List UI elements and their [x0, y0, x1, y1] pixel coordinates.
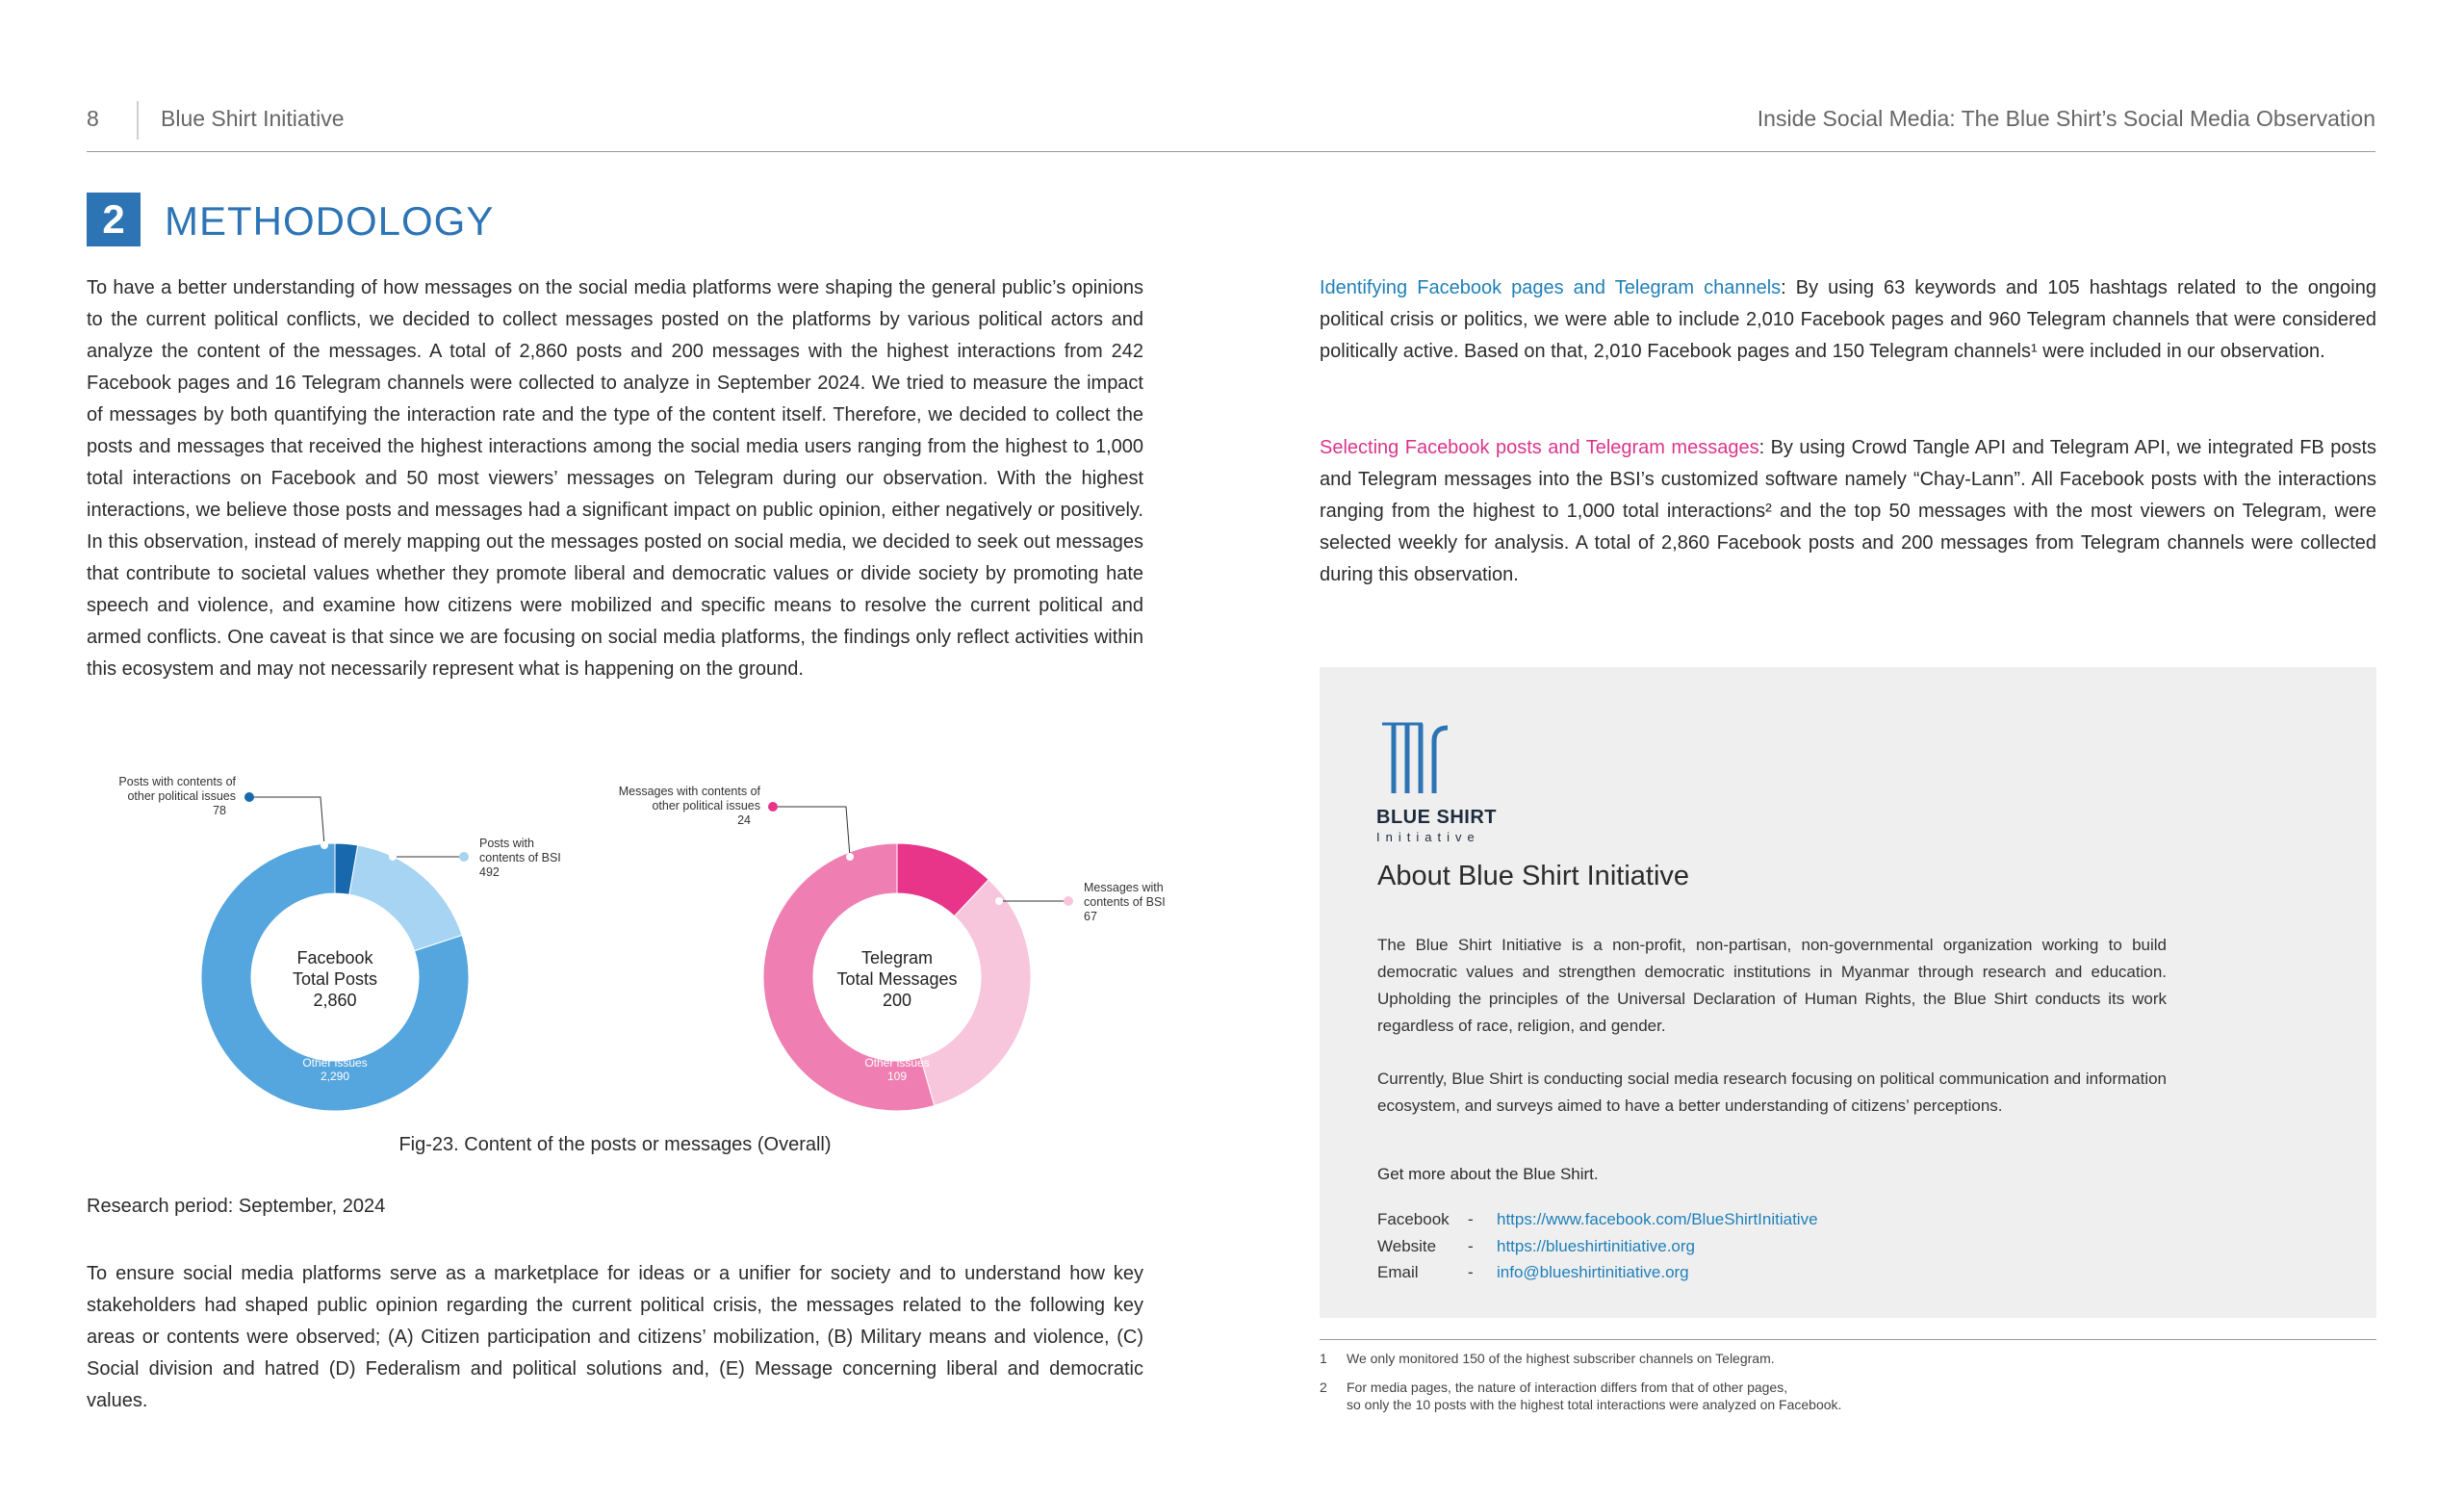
- website-link[interactable]: https://blueshirtinitiative.org: [1497, 1237, 1695, 1255]
- logo-subtitle: Initiative: [1376, 830, 1480, 844]
- leader-target-dot: [846, 853, 854, 861]
- logo-name: BLUE SHIRT: [1376, 807, 1497, 828]
- contact-dash: -: [1468, 1210, 1474, 1228]
- about-paragraph-2: Currently, Blue Shirt is conducting social media research focusing on political communication and information ecosystem, and surveys aimed to have a better understanding of citizens’ perceptions.: [1377, 1070, 2167, 1115]
- footnote-number: 2: [1320, 1380, 1327, 1395]
- slice-label: other political issues: [127, 789, 236, 803]
- donut-center-label: Telegram: [860, 948, 934, 967]
- donut-center-label: Total Posts: [292, 969, 378, 989]
- contact-row-website: [1377, 1237, 1695, 1256]
- contact-dash: -: [1468, 1263, 1474, 1281]
- closing-paragraph: To ensure social media platforms serve as a marketplace for ideas or a unifier for society and to understand how key stakeholders had shaped public opinion regarding the current political crisis, the messages related to the following key areas or contents were observed; (A) Citizen participation and citizens’ mobilization, (B) Military means and violence, (C) Social division and hatred (D) Federalism and political solutions and, (E) Message concerning liberal and democratic values.: [87, 1263, 1143, 1411]
- slice-value-label: 78: [213, 804, 226, 817]
- slice-label: contents of BSI: [479, 851, 561, 864]
- leader-line: [249, 797, 324, 845]
- slice-label: Messages with: [1084, 881, 1164, 894]
- donut-slice: [920, 880, 1031, 1106]
- select-paragraph: [1320, 432, 2376, 591]
- figure-caption: Fig-23. Content of the posts or messages (Overall): [398, 1134, 832, 1155]
- footnote-1: [1320, 1350, 1775, 1367]
- slice-label: Messages with contents of: [618, 785, 760, 798]
- email-link[interactable]: info@blueshirtinitiative.org: [1497, 1263, 1689, 1281]
- donut-center-label: Facebook: [296, 948, 373, 967]
- blue-shirt-logo-icon: [1378, 718, 1455, 799]
- leader-target-dot: [321, 841, 328, 849]
- intro-paragraph: To have a better understanding of how messages on the social media platforms were shaping the general public’s opinions to the current political conflicts, we decided to collect messages posted on the platforms by various political actors and analyze the content of the messages. A total of 2,860 posts and 200 messages with the highest interactions from 242 Facebook pages and 16 Telegram channels were collected to analyze in September 2024. We tried to measure the impact of messages by both quantifying the interaction rate and the type of the content itself. Therefore, we decided to collect the posts and messages that received the highest interactions among the social media users ranging from the highest to 1,000 total interactions on Facebook and 50 most viewers’ messages on Telegram during our observation. With the highest interactions, we believe those posts and messages had a significant impact on public opinion, either negatively or positively. In this observation, instead of merely mapping out the messages posted on social media, we decided to seek out messages that contribute to societal values whether they promote liberal and democratic values or divide society by promoting hate speech and violence, and examine how citizens were mobilized and specific means to resolve the current political and armed conflicts. One caveat is that since we are focusing on social media platforms, the findings only reflect activities within this ecosystem and may not necessarily represent what is happening on the ground.: [87, 277, 1143, 680]
- footnote-text-line: For media pages, the nature of interaction differs from that of other pages,: [1347, 1380, 1788, 1395]
- contact-row-facebook: [1377, 1210, 1818, 1229]
- identify-text: : By using 63 keywords and 105 hashtags related to the ongoing political crisis or politics, we were able to include 2,010 Facebook pages and 960 Telegram channels that were considered politically active. Based on that, 2,010 Facebook pages and 150 Telegram channels¹ were included in our observation.: [1320, 277, 2376, 362]
- research-period: Research period: September, 2024: [87, 1196, 386, 1217]
- section-number: 2: [87, 193, 141, 246]
- contact-label: Facebook: [1377, 1210, 1450, 1228]
- footnote-2: [1320, 1379, 1841, 1413]
- slice-value-label: 67: [1084, 910, 1097, 923]
- header-divider: [137, 101, 139, 140]
- select-heading: Selecting Facebook posts and Telegram messages: [1320, 437, 1759, 458]
- leader-target-dot: [389, 853, 397, 861]
- contact-label: Website: [1377, 1237, 1437, 1255]
- slice-value-label: 2,290: [320, 1070, 350, 1083]
- donut-slice: [349, 845, 462, 951]
- facebook-link[interactable]: https://www.facebook.com/BlueShirtInitiative: [1497, 1210, 1818, 1228]
- leader-dot: [244, 792, 254, 802]
- slice-label: Other issues: [864, 1056, 930, 1070]
- leader-dot: [1064, 896, 1073, 906]
- footnote-text-line: so only the 10 posts with the highest total interactions were analyzed on Facebook.: [1347, 1397, 1842, 1412]
- contact-label: Email: [1377, 1263, 1419, 1281]
- slice-label: contents of BSI: [1084, 895, 1166, 909]
- slice-label: Other issues: [302, 1056, 368, 1070]
- leader-target-dot: [995, 897, 1003, 905]
- donut-center-label: Total Messages: [836, 969, 958, 989]
- slice-value-label: 24: [737, 813, 751, 827]
- identify-heading: Identifying Facebook pages and Telegram channels: [1320, 277, 1782, 298]
- get-more-label: Get more about the Blue Shirt.: [1377, 1165, 1599, 1183]
- donut-center-label: 200: [882, 991, 912, 1010]
- contact-row-email: [1377, 1263, 1689, 1282]
- footnote-number: 1: [1320, 1351, 1327, 1366]
- content-donut-charts: [87, 770, 1194, 1117]
- slice-label: Posts with: [479, 837, 534, 850]
- donut-center-label: 2,860: [313, 991, 357, 1010]
- footnote-rule: [1320, 1339, 2376, 1340]
- slice-value-label: 492: [479, 865, 500, 879]
- leader-dot: [768, 802, 778, 812]
- header-right-title: Inside Social Media: The Blue Shirt’s Social Media Observation: [1757, 106, 2375, 131]
- about-title: About Blue Shirt Initiative: [1377, 861, 1690, 891]
- section-title: METHODOLOGY: [165, 198, 495, 244]
- identify-paragraph: [1320, 272, 2376, 368]
- leader-line: [773, 807, 850, 857]
- header-rule: [87, 151, 2375, 152]
- page-number: 8: [87, 106, 99, 131]
- leader-dot: [459, 852, 469, 862]
- footnote-text: We only monitored 150 of the highest subscriber channels on Telegram.: [1347, 1351, 1775, 1366]
- slice-value-label: 109: [886, 1070, 908, 1083]
- contact-dash: -: [1468, 1237, 1474, 1255]
- slice-label: Posts with contents of: [118, 775, 236, 788]
- slice-label: other political issues: [652, 799, 760, 812]
- about-paragraph-1: The Blue Shirt Initiative is a non-profit, non-partisan, non-governmental organization working to build democratic values and strengthen democratic institutions in Myanmar through research and education. Upholding the principles of the Universal Declaration of Human Rights, the Blue Shirt conducts its work regardless of race, religion, and gender.: [1377, 936, 2167, 1035]
- select-text: : By using Crowd Tangle API and Telegram API, we integrated FB posts and Telegram messages into the BSI’s customized software namely “Chay-Lann”. All Facebook posts with the interactions ranging from the highest to 1,000 total interactions² and the top 50 messages with the most viewers on Telegram, were selected weekly for analysis. A total of 2,860 Facebook posts and 200 messages from Telegram channels were collected during this observation.: [1320, 437, 2376, 585]
- header-left-title: Blue Shirt Initiative: [161, 106, 345, 131]
